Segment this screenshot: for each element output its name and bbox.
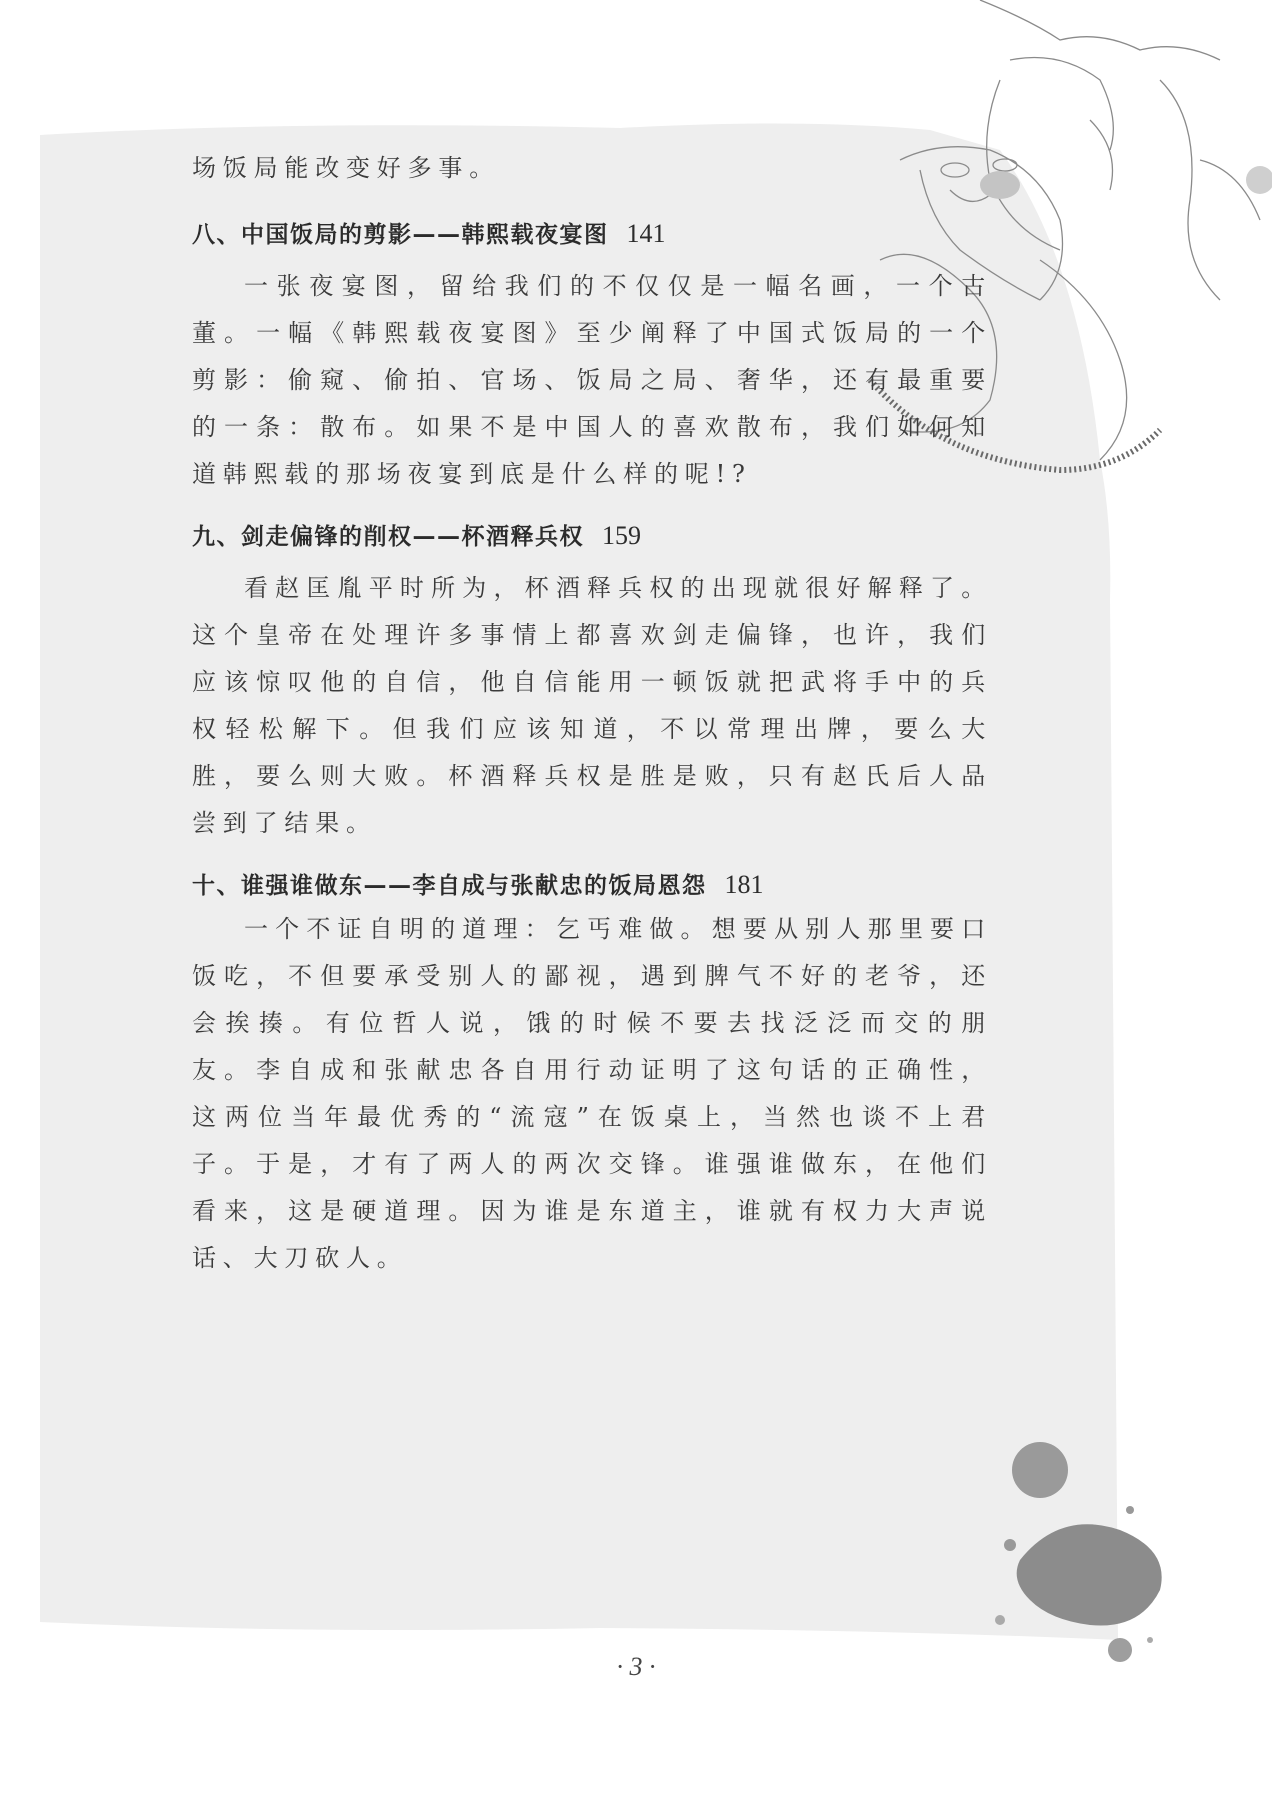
- page-footer-number: · 3 ·: [616, 1652, 656, 1681]
- toc-content: [192, 145, 992, 1282]
- section-summary: 看赵匡胤平时所为，杯酒释兵权的出现就很好解释了。这个皇帝在处理许多事情上都喜欢剑走偏锋，也许，我们应该惊叹他的自信，他自信能用一顿饭就把武将手中的兵权轻松解下。但我们应该知道，不以常理出牌，要么大胜，要么则大败。杯酒释兵权是胜是败，只有赵氏后人品尝到了结果。: [192, 574, 992, 837]
- intro-line: 场饭局能改变好多事。: [192, 154, 500, 182]
- section-summary: 一个不证自明的道理：乞丐难做。想要从别人那里要口饭吃，不但要承受别人的鄙视，遇到脾气不好的老爷，还会挨揍。有位哲人说，饿的时候不要去找泛泛而交的朋友。李自成和张献忠各自用行动证明了这句话的正确性，这两位当年最优秀的“流寇”在饭桌上，当然也谈不上君子。于是，才有了两人的两次交锋。谁强谁做东，在他们看来，这是硬道理。因为谁是东道主，谁就有权力大声说话、大刀砍人。: [192, 915, 992, 1272]
- toc-entry: [192, 516, 992, 847]
- section-title: 九、剑走偏锋的削权——杯酒释兵权: [192, 524, 584, 550]
- section-title: 十、谁强谁做东——李自成与张献忠的饭局恩怨: [192, 873, 707, 899]
- section-title: 八、中国饭局的剪影——韩熙载夜宴图: [192, 222, 609, 248]
- toc-entry: [192, 214, 992, 498]
- page-number: 141: [626, 219, 666, 248]
- section-heading: [192, 516, 992, 557]
- section-heading: [192, 865, 992, 906]
- section-summary: 一张夜宴图，留给我们的不仅仅是一幅名画，一个古董。一幅《韩熙载夜宴图》至少阐释了中国式饭局的一个剪影：偷窥、偷拍、官场、饭局之局、奢华，还有最重要的一条：散布。如果不是中国人的喜欢散布，我们如何知道韩熙载的那场夜宴到底是什么样的呢!?: [192, 272, 992, 488]
- page-number: 181: [724, 870, 764, 899]
- page-number: 159: [602, 521, 641, 550]
- section-heading: [192, 214, 992, 255]
- toc-entry: [192, 865, 992, 1282]
